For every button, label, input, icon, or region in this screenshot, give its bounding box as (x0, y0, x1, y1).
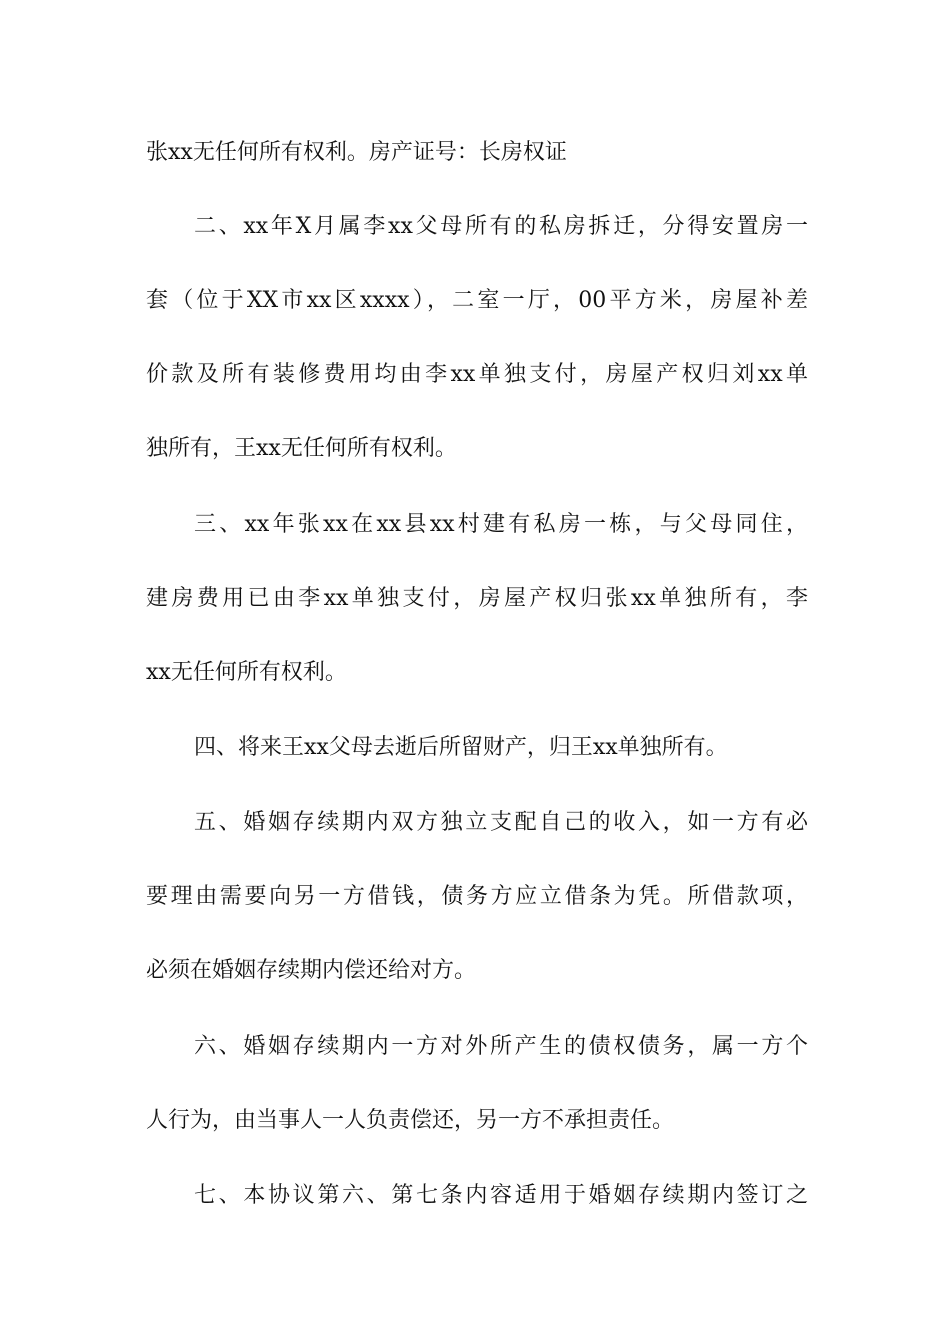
paragraph-line: 七、本协议第六、第七条内容适用于婚姻存续期内签订之 (194, 1183, 808, 1208)
paragraph-line: 二、xx年X月属李xx父母所有的私房拆迁，分得安置房一 (194, 214, 808, 239)
paragraph-line: 必须在婚姻存续期内偿还给对方。 (146, 958, 477, 983)
paragraph-line: 五、婚姻存续期内双方独立支配自己的收入，如一方有必 (194, 810, 808, 835)
paragraph-line: 人行为，由当事人一人负责偿还，另一方不承担责任。 (146, 1108, 675, 1133)
paragraph-line: 要理由需要向另一方借钱，债务方应立借条为凭。所借款项， (146, 884, 808, 909)
paragraph-line: 价款及所有装修费用均由李xx单独支付，房屋产权归刘xx单 (146, 362, 808, 387)
paragraph-line: 独所有，王xx无任何所有权利。 (146, 436, 457, 461)
text-line: 张xx无任何所有权利。房产证号：长房权证 (146, 140, 567, 165)
paragraph-line: 套（位于XX市xx区xxxx），二室一厅，00平方米，房屋补差 (146, 288, 808, 313)
paragraph-line: 六、婚姻存续期内一方对外所产生的债权债务，属一方个 (194, 1034, 808, 1059)
paragraph-line: 四、将来王xx父母去逝后所留财产，归王xx单独所有。 (194, 735, 728, 760)
paragraph-line: 三、xx年张xx在xx县xx村建有私房一栋，与父母同住， (194, 512, 808, 537)
paragraph-line: 建房费用已由李xx单独支付，房屋产权归张xx单独所有，李 (146, 586, 808, 611)
paragraph-line: xx无任何所有权利。 (146, 660, 347, 685)
